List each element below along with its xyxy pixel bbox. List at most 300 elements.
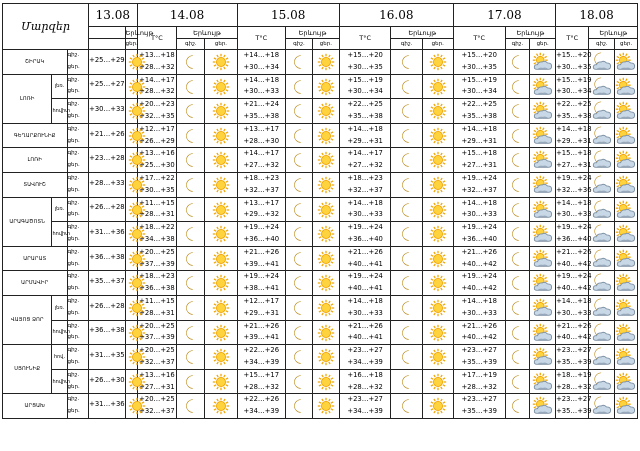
day-header: ցեր. — [205, 39, 237, 50]
cloud-sun-icon — [532, 101, 554, 121]
temp-cell — [339, 320, 391, 345]
night-temp: +17…+19 — [461, 370, 497, 379]
day-weather-cell — [530, 99, 556, 124]
region-row — [3, 172, 638, 197]
weather-cell — [125, 148, 137, 173]
daypart-labels — [67, 222, 89, 247]
temp-cell — [137, 123, 177, 148]
date-header: 17.08 — [453, 4, 555, 27]
day-temp: +29…+31 — [347, 136, 383, 145]
cloud-sun-icon — [615, 126, 637, 146]
temp-cell — [89, 320, 126, 345]
night-weather-cell — [391, 271, 422, 296]
temp-cell — [339, 99, 391, 124]
moon-icon — [288, 323, 310, 343]
night-label: գիշ. — [67, 125, 80, 132]
night-temp: +15…+19 — [461, 75, 497, 84]
sun-icon — [427, 52, 449, 72]
night-weather-cell — [505, 172, 530, 197]
day-temp: +40…+42 — [461, 284, 497, 293]
moon-icon — [396, 77, 418, 97]
moon-icon — [180, 323, 202, 343]
temp-cell — [237, 222, 285, 247]
temp-cell — [89, 148, 126, 173]
night-weather-cell — [286, 74, 313, 99]
moon-icon — [506, 52, 528, 72]
temp-range: +26…+28 — [89, 301, 125, 310]
region-name: ԱՐԱԳԱԾՈՏՆ — [3, 197, 52, 246]
night-weather-cell — [177, 222, 205, 247]
day-weather-cell — [422, 222, 453, 247]
day-weather-cell — [422, 99, 453, 124]
day-temp: +29…+31 — [243, 308, 280, 317]
temp-cell — [453, 271, 505, 296]
temp-cell — [89, 369, 126, 394]
moon-icon — [288, 372, 310, 392]
day-label: ցեր. — [67, 334, 80, 341]
daypart-labels — [67, 369, 89, 394]
night-weather-cell — [177, 345, 205, 370]
cloud-sun-icon — [532, 396, 554, 416]
night-weather-cell — [505, 99, 530, 124]
temp-cell — [453, 246, 505, 271]
night-weather-cell — [589, 222, 615, 247]
night-temp: +19…+24 — [461, 272, 497, 281]
moon-icon — [288, 150, 310, 170]
night-temp: +22…+25 — [461, 100, 497, 109]
temp-cell — [556, 99, 592, 124]
temp-cell — [556, 148, 592, 173]
night-weather-cell — [589, 369, 615, 394]
night-weather-cell — [505, 222, 530, 247]
temp-cell — [556, 295, 592, 320]
sun-icon — [210, 200, 232, 220]
day-label: ցեր. — [67, 358, 80, 365]
blank-header — [89, 39, 126, 50]
day-temp: +40…+42 — [461, 259, 497, 268]
night-header: գիշ. — [391, 39, 422, 50]
night-temp: +19…+24 — [461, 223, 497, 232]
day-temp: +32…+37 — [243, 185, 280, 194]
day-label: ցեր. — [67, 408, 80, 415]
night-temp: +19…+24 — [347, 223, 383, 232]
sun-icon — [210, 126, 232, 146]
region-row — [3, 197, 638, 222]
moon-icon — [396, 347, 418, 367]
moon-icon — [506, 175, 528, 195]
day-weather-cell — [530, 172, 556, 197]
region-name: ԱՐՑԱԽ — [3, 394, 68, 419]
sun-icon — [210, 249, 232, 269]
night-label: գիշ. — [67, 347, 80, 354]
temp-cell — [137, 222, 177, 247]
day-header: ցեր. — [125, 39, 137, 50]
day-temp: +25…+30 — [139, 161, 175, 170]
night-weather-cell — [505, 271, 530, 296]
night-weather-cell — [505, 197, 530, 222]
temp-cell — [89, 123, 126, 148]
day-temp: +36…+38 — [139, 284, 175, 293]
temp-cell — [89, 295, 126, 320]
cloud-sun-icon — [532, 77, 554, 97]
night-temp: +15…+20 — [347, 51, 383, 59]
temp-cell — [137, 148, 177, 173]
night-weather-cell — [286, 222, 313, 247]
date-header: 16.08 — [339, 4, 453, 27]
night-weather-cell — [391, 246, 422, 271]
cloud-moon-icon — [591, 249, 613, 269]
temp-cell — [453, 99, 505, 124]
night-temp: +21…+26 — [243, 247, 280, 256]
day-temp: +28…+30 — [243, 136, 280, 145]
moon-icon — [180, 175, 202, 195]
moon-icon — [288, 126, 310, 146]
temp-cell — [453, 50, 505, 75]
weather-cell — [125, 295, 137, 320]
day-temp: +34…+39 — [243, 357, 280, 366]
moon-icon — [180, 224, 202, 244]
temp-header: T°C — [453, 27, 505, 50]
header-row-labels — [3, 27, 638, 39]
forecast-table — [2, 3, 638, 419]
temp-range: +26…+30 — [89, 375, 125, 384]
night-weather-cell — [391, 50, 422, 75]
night-temp: +14…+18 — [556, 296, 592, 305]
day-label: ցեր. — [67, 285, 80, 292]
night-weather-cell — [177, 295, 205, 320]
daypart-labels — [67, 320, 89, 345]
day-weather-cell — [422, 148, 453, 173]
day-label: ցեր. — [67, 137, 80, 144]
sun-icon — [315, 298, 337, 318]
cloud-sun-icon — [615, 396, 637, 416]
temp-cell — [339, 222, 391, 247]
cloud-sun-icon — [615, 200, 637, 220]
day-label: ցեր. — [67, 211, 80, 218]
cloud-sun-icon — [615, 101, 637, 121]
day-temp: +28…+32 — [461, 382, 497, 391]
moon-icon — [288, 200, 310, 220]
moon-icon — [180, 372, 202, 392]
day-weather-cell — [312, 222, 339, 247]
day-temp: +28…+32 — [139, 87, 175, 96]
cloud-sun-icon — [615, 298, 637, 318]
temp-range: +21…+26 — [89, 129, 125, 138]
daypart-labels — [67, 172, 89, 197]
moon-icon — [180, 101, 202, 121]
cloud-sun-icon — [532, 224, 554, 244]
moon-icon — [288, 52, 310, 72]
night-weather-cell — [177, 320, 205, 345]
day-weather-cell — [615, 74, 638, 99]
night-weather-cell — [589, 271, 615, 296]
night-temp: +14…+18 — [556, 198, 592, 207]
night-weather-cell — [177, 74, 205, 99]
night-weather-cell — [286, 369, 313, 394]
night-temp: +14…+18 — [461, 198, 497, 207]
night-weather-cell — [505, 345, 530, 370]
cloud-sun-icon — [615, 77, 637, 97]
day-temp: +40…+41 — [347, 259, 383, 268]
night-weather-cell — [391, 172, 422, 197]
day-temp: +40…+42 — [461, 333, 497, 342]
night-weather-cell — [391, 320, 422, 345]
night-temp: +19…+24 — [461, 173, 497, 182]
cloud-sun-icon — [532, 249, 554, 269]
region-row — [3, 320, 638, 345]
moon-icon — [506, 347, 528, 367]
region-name: ՇԻՐԱԿ — [3, 50, 68, 75]
day-temp: +27…+32 — [243, 161, 280, 170]
day-weather-cell — [422, 345, 453, 370]
day-label: ցեր. — [67, 235, 80, 242]
sun-icon — [315, 396, 337, 416]
temp-cell — [137, 172, 177, 197]
sun-icon — [315, 200, 337, 220]
day-temp: +28…+32 — [347, 382, 383, 391]
cloud-moon-icon — [591, 200, 613, 220]
day-temp: +30…+33 — [556, 210, 592, 219]
night-label: գիշ. — [67, 322, 80, 329]
sun-icon — [427, 175, 449, 195]
temp-cell — [453, 74, 505, 99]
day-weather-cell — [530, 148, 556, 173]
day-weather-cell — [205, 394, 237, 419]
day-temp: +29…+32 — [243, 210, 280, 219]
night-temp: +14…+18 — [461, 124, 497, 133]
cloud-moon-icon — [591, 298, 613, 318]
temp-cell — [137, 295, 177, 320]
moon-icon — [506, 372, 528, 392]
moon-icon — [180, 77, 202, 97]
temp-cell — [339, 74, 391, 99]
day-weather-cell — [422, 271, 453, 296]
weather-cell — [125, 222, 137, 247]
day-weather-cell — [615, 345, 638, 370]
day-weather-cell — [615, 222, 638, 247]
sun-icon — [210, 396, 232, 416]
day-header: ցեր. — [312, 39, 339, 50]
night-temp: +15…+20 — [461, 51, 497, 59]
moon-icon — [506, 150, 528, 170]
moon-icon — [396, 52, 418, 72]
moon-icon — [180, 200, 202, 220]
cloud-sun-icon — [615, 150, 637, 170]
header-row-daypart — [3, 39, 638, 50]
weather-cell — [125, 320, 137, 345]
moon-icon — [396, 396, 418, 416]
day-temp: +30…+35 — [556, 62, 592, 71]
temp-cell — [339, 345, 391, 370]
sun-icon — [427, 224, 449, 244]
region-name: ԳԵՂԱՐՔՈՒՆԻՔ — [3, 123, 68, 148]
moon-icon — [506, 224, 528, 244]
night-weather-cell — [286, 148, 313, 173]
night-weather-cell — [177, 369, 205, 394]
day-weather-cell — [615, 295, 638, 320]
moon-icon — [506, 249, 528, 269]
night-temp: +14…+18 — [556, 124, 592, 133]
moon-icon — [506, 200, 528, 220]
night-weather-cell — [286, 345, 313, 370]
temp-cell — [339, 271, 391, 296]
temp-cell — [556, 345, 592, 370]
day-temp: +28…+32 — [139, 62, 175, 71]
temp-cell — [89, 172, 126, 197]
night-weather-cell — [505, 148, 530, 173]
sun-icon — [427, 150, 449, 170]
temp-cell — [137, 246, 177, 271]
sun-icon — [210, 52, 232, 72]
night-temp: +14…+17 — [243, 149, 280, 158]
night-temp: +23…+27 — [347, 346, 383, 355]
night-weather-cell — [589, 197, 615, 222]
temp-cell — [453, 172, 505, 197]
day-weather-cell — [422, 123, 453, 148]
region-name: ԼՈՌԻ — [3, 74, 52, 123]
night-temp: +16…+18 — [347, 370, 383, 379]
region-name: ԼՈՌԻ — [3, 148, 68, 173]
night-temp: +21…+26 — [556, 321, 592, 330]
night-weather-cell — [286, 394, 313, 419]
day-weather-cell — [205, 320, 237, 345]
temp-cell — [453, 123, 505, 148]
night-weather-cell — [177, 123, 205, 148]
sun-icon — [210, 224, 232, 244]
night-weather-cell — [286, 271, 313, 296]
temp-cell — [453, 197, 505, 222]
night-temp: +15…+19 — [556, 75, 592, 84]
day-weather-cell — [615, 123, 638, 148]
night-weather-cell — [391, 345, 422, 370]
cloud-moon-icon — [591, 126, 613, 146]
day-temp: +39…+41 — [243, 259, 280, 268]
moon-icon — [180, 298, 202, 318]
temp-cell — [89, 50, 126, 75]
daypart-labels — [67, 148, 89, 173]
region-name: ՎԱՅՈՑ ՁՈՐ — [3, 295, 52, 344]
temp-cell — [339, 246, 391, 271]
temp-cell — [237, 197, 285, 222]
moon-icon — [396, 298, 418, 318]
temp-cell — [89, 99, 126, 124]
temp-cell — [339, 197, 391, 222]
daypart-labels — [67, 295, 89, 320]
cloud-sun-icon — [532, 273, 554, 293]
temp-cell — [237, 50, 285, 75]
night-weather-cell — [286, 50, 313, 75]
cloud-moon-icon — [591, 224, 613, 244]
subregion-name: հովիտ — [52, 99, 67, 124]
temp-cell — [556, 172, 592, 197]
day-weather-cell — [312, 172, 339, 197]
day-weather-cell — [205, 197, 237, 222]
night-weather-cell — [589, 295, 615, 320]
night-temp: +23…+27 — [347, 395, 383, 404]
night-weather-cell — [177, 50, 205, 75]
moon-icon — [396, 273, 418, 293]
night-label: գիշ. — [67, 76, 80, 83]
moon-icon — [396, 175, 418, 195]
weather-cell — [125, 271, 137, 296]
day-weather-cell — [205, 123, 237, 148]
cloud-moon-icon — [591, 175, 613, 195]
day-weather-cell — [422, 172, 453, 197]
night-weather-cell — [286, 172, 313, 197]
day-weather-cell — [312, 271, 339, 296]
cloud-sun-icon — [532, 126, 554, 146]
temp-cell — [556, 369, 592, 394]
day-temp: +40…+41 — [347, 333, 383, 342]
temp-cell — [137, 271, 177, 296]
phenomena-header: Երևույթ — [391, 27, 453, 39]
day-temp: +29…+31 — [556, 136, 592, 145]
night-weather-cell — [177, 99, 205, 124]
region-name: ԱՐԱՐԱՏ — [3, 246, 68, 271]
moon-icon — [396, 126, 418, 146]
day-weather-cell — [615, 148, 638, 173]
temp-cell — [556, 394, 592, 419]
date-header: 15.08 — [237, 4, 339, 27]
night-weather-cell — [589, 148, 615, 173]
temp-cell — [556, 271, 592, 296]
night-label: գիշ. — [67, 199, 80, 206]
sun-icon — [427, 396, 449, 416]
cloud-moon-icon — [591, 372, 613, 392]
temp-cell — [137, 345, 177, 370]
sun-icon — [315, 224, 337, 244]
day-weather-cell — [530, 123, 556, 148]
day-temp: +30…+33 — [461, 210, 497, 219]
day-temp: +35…+39 — [461, 407, 497, 416]
night-temp: +14…+18 — [243, 51, 280, 59]
day-label: ցեր. — [67, 63, 80, 70]
night-temp: +14…+18 — [347, 124, 383, 133]
cloud-sun-icon — [615, 52, 637, 72]
region-row — [3, 222, 638, 247]
night-temp: +19…+24 — [556, 272, 592, 281]
night-weather-cell — [505, 123, 530, 148]
cloud-sun-icon — [532, 175, 554, 195]
night-temp: +21…+26 — [347, 247, 383, 256]
day-weather-cell — [312, 295, 339, 320]
temp-range: +23…+28 — [89, 154, 125, 163]
night-weather-cell — [505, 320, 530, 345]
night-label: գիշ. — [67, 224, 80, 231]
cloud-moon-icon — [591, 396, 613, 416]
day-weather-cell — [422, 369, 453, 394]
cloud-moon-icon — [591, 347, 613, 367]
day-label: ցեր. — [67, 112, 80, 119]
night-temp: +15…+18 — [461, 149, 497, 158]
night-label: գիշ. — [67, 101, 80, 108]
night-weather-cell — [505, 50, 530, 75]
day-temp: +28…+31 — [139, 210, 175, 219]
temp-cell — [453, 320, 505, 345]
night-weather-cell — [177, 148, 205, 173]
temp-range: +25…+29 — [89, 55, 125, 64]
day-temp: +40…+42 — [556, 333, 592, 342]
moon-icon — [506, 126, 528, 146]
temp-cell — [137, 74, 177, 99]
region-row — [3, 369, 638, 394]
day-temp: +32…+37 — [139, 407, 175, 416]
temp-cell — [137, 50, 177, 75]
night-temp: +21…+24 — [243, 100, 280, 109]
temp-cell — [237, 99, 285, 124]
day-weather-cell — [422, 74, 453, 99]
cloud-sun-icon — [532, 323, 554, 343]
